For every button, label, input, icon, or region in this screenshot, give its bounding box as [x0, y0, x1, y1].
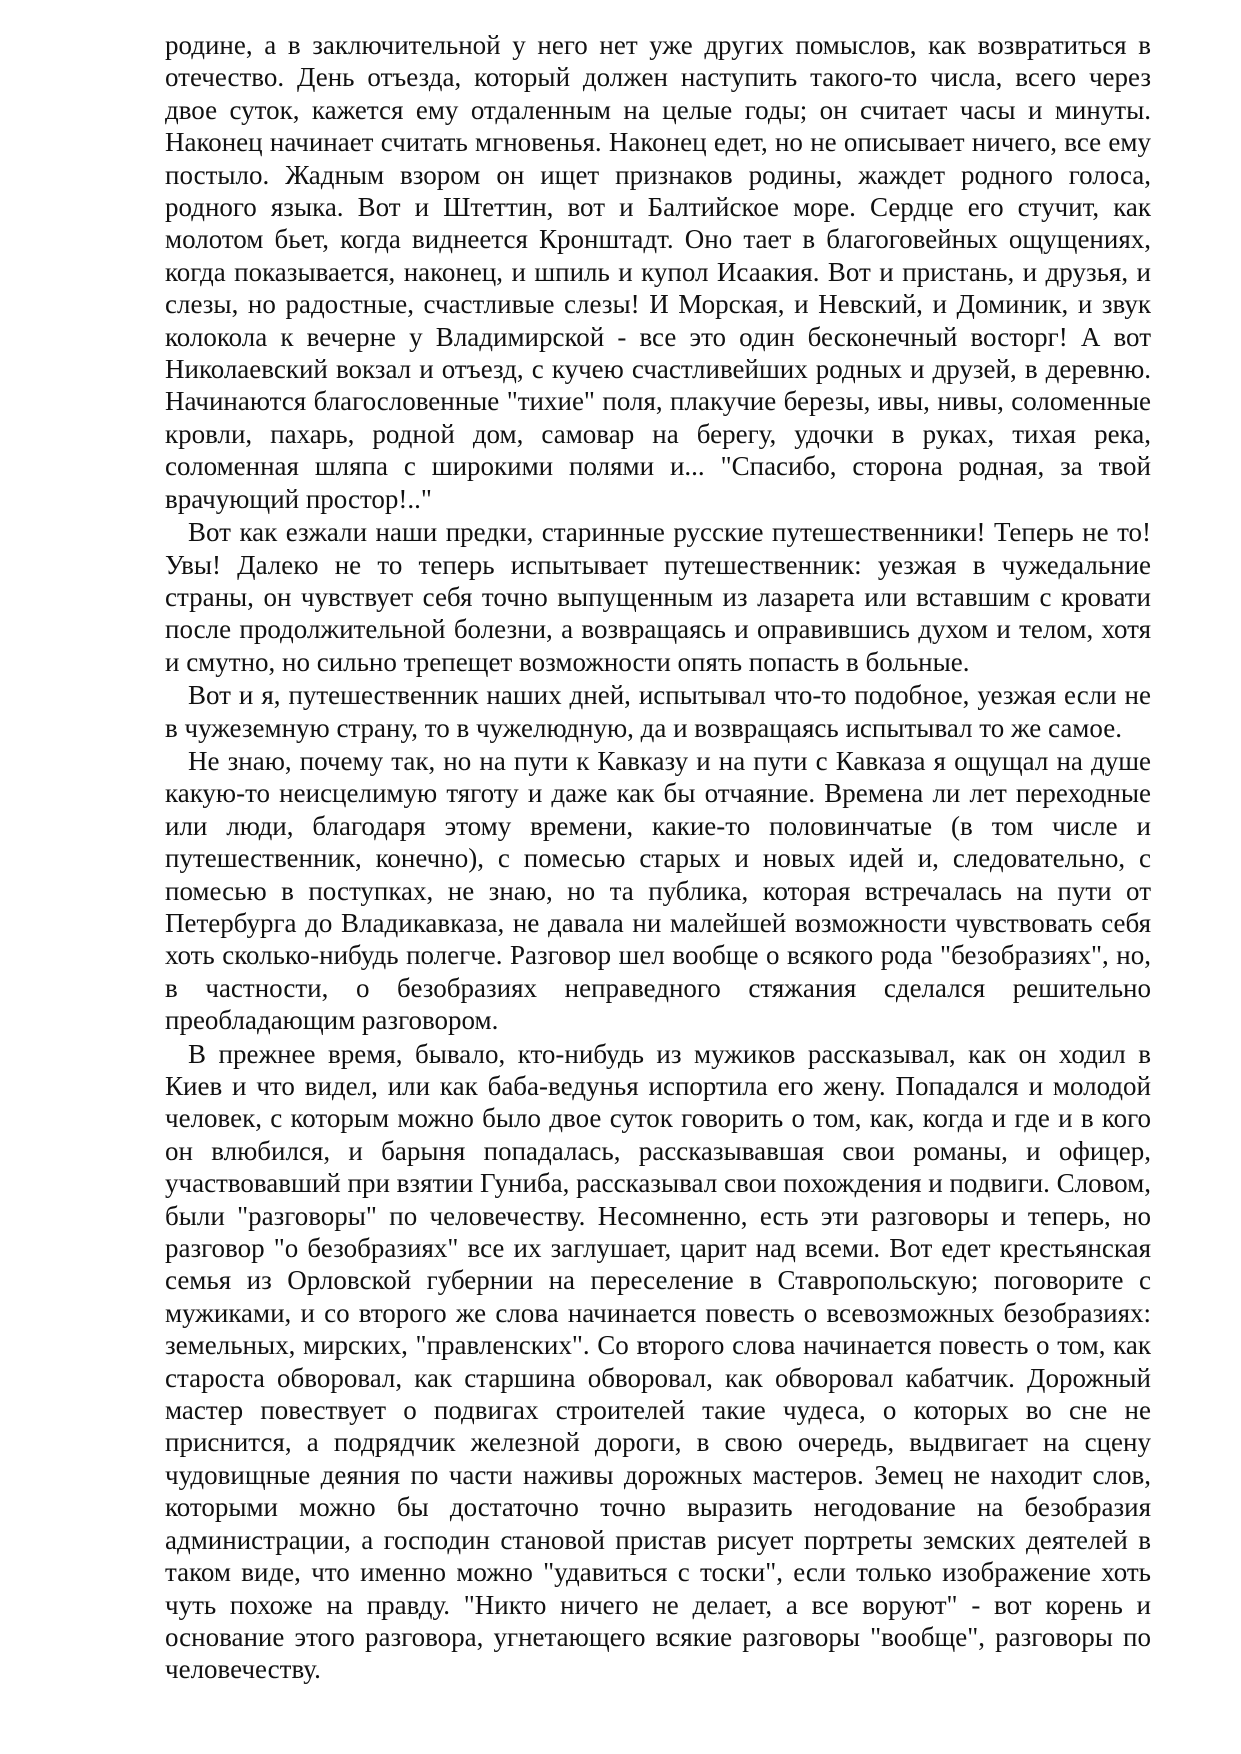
paragraph-ancestors: Вот как езжали наши предки, старинные русские путешественники! Теперь не то! Увы! Далеко не то теперь испытывает путешественник: уезжая в чужедальние страны, он чувствует себя точно выпущенным из лазарета или вставшим с кровати после продолжительной болезни, а возвращаясь и оправившись духом и телом, хотя и смутно, но сильно трепещет возможности опять попасть в больные.	[165, 517, 1151, 677]
paragraph-continuation: родине, а в заключительной у него нет уже других помыслов, как возвратиться в отечество. День отъезда, который должен наступить такого-то числа, всего через двое суток, кажется ему отдаленным на целые годы; он считает часы и минуты. Наконец начинает считать мгновенья. Наконец едет, но не описывает ничего, все ему постыло. Жадным взором он ищет признаков родины, жаждет родного голоса, родного языка. Вот и Штеттин, вот и Балтийское море. Сердце его стучит, как молотом бьет, когда виднеется Кронштадт. Оно тает в благоговейных ощущениях, когда показывается, наконец, и шпиль и купол Исаакия. Вот и пристань, и друзья, и слезы, но радостные, счастливые слезы! И Морская, и Невский, и Доминик, и звук колокола к вечерне у Владимирской - все это один бесконечный восторг! А вот Николаевский вокзал и отъезд, с кучею счастливейших родных и друзей, в деревню. Начинаются благословенные "тихие" поля, плакучие березы, ивы, нивы, соломенные кровли, пахарь, родной дом, самовар на берегу, удочки в руках, тихая река, соломенная шляпа с широкими полями и... "Спасибо, сторона родная, за твой врачующий простор!.."	[165, 30, 1151, 514]
paragraph-caucasus: Не знаю, почему так, но на пути к Кавказу и на пути с Кавказа я ощущал на душе какую-то неисцелимую тяготу и даже как бы отчаяние. Времена ли лет переходные или люди, благодаря этому времени, какие-то половинчатые (в том числе и путешественник, конечно), с помесью старых и новых идей и, следовательно, с помесью в поступках, не знаю, но та публика, которая встречалась на пути от Петербурга до Владикавказа, не давала ни малейшей возможности чувствовать себя хоть сколько-нибудь полегче. Разговор шел вообще о всякого рода "безобразиях", но, в частности, о безобразиях неправедного стяжания сделался решительно преобладающим разговором.	[165, 745, 1151, 1036]
paragraph-conversations: В прежнее время, бывало, кто-нибудь из мужиков рассказывал, как он ходил в Киев и что видел, или как баба-ведунья испортила его жену. Попадался и молодой человек, с которым можно было двое суток говорить о том, как, когда и где и в кого он влюбился, и барыня попадалась, рассказывавшая свои романы, и офицер, участвовавший при взятии Гуниба, рассказывал свои похождения и подвиги. Словом, были "разговоры" по человечеству. Несомненно, есть эти разговоры и теперь, но разговор "о безобразиях" все их заглушает, царит над всеми. Вот едет крестьянская семья из Орловской губернии на переселение в Ставропольскую; поговорите с мужиками, и со второго же слова начинается повесть о всевозможных безобразиях: земельных, мирских, "правленских". Со второго слова начинается повесть о том, как староста обворовал, как старшина обворовал, как обворовал кабатчик. Дорожный мастер повествует о подвигах строителей такие чудеса, о которых во сне не приснится, а подрядчик железной дороги, в свою очередь, выдвигает на сцену чудовищные деяния по части наживы дорожных мастеров. Земец не находит слов, которыми можно бы достаточно точно выразить негодование на безобразия администрации, а господин становой пристав рисует портреты земских деятелей в таком виде, что именно можно "удавиться с тоски", если только изображение хоть чуть похоже на правду. "Никто ничего не делает, а все воруют" - вот корень и основание этого разговора, угнетающего всякие разговоры "вообще", разговоры по человечеству.	[165, 1038, 1151, 1685]
paragraph-traveler: Вот и я, путешественник наших дней, испытывал что-то подобное, уезжая если не в чужеземную страну, то в чужелюдную, да и возвращаясь испытывал то же самое.	[165, 680, 1151, 743]
page-body	[165, 29, 1151, 1686]
